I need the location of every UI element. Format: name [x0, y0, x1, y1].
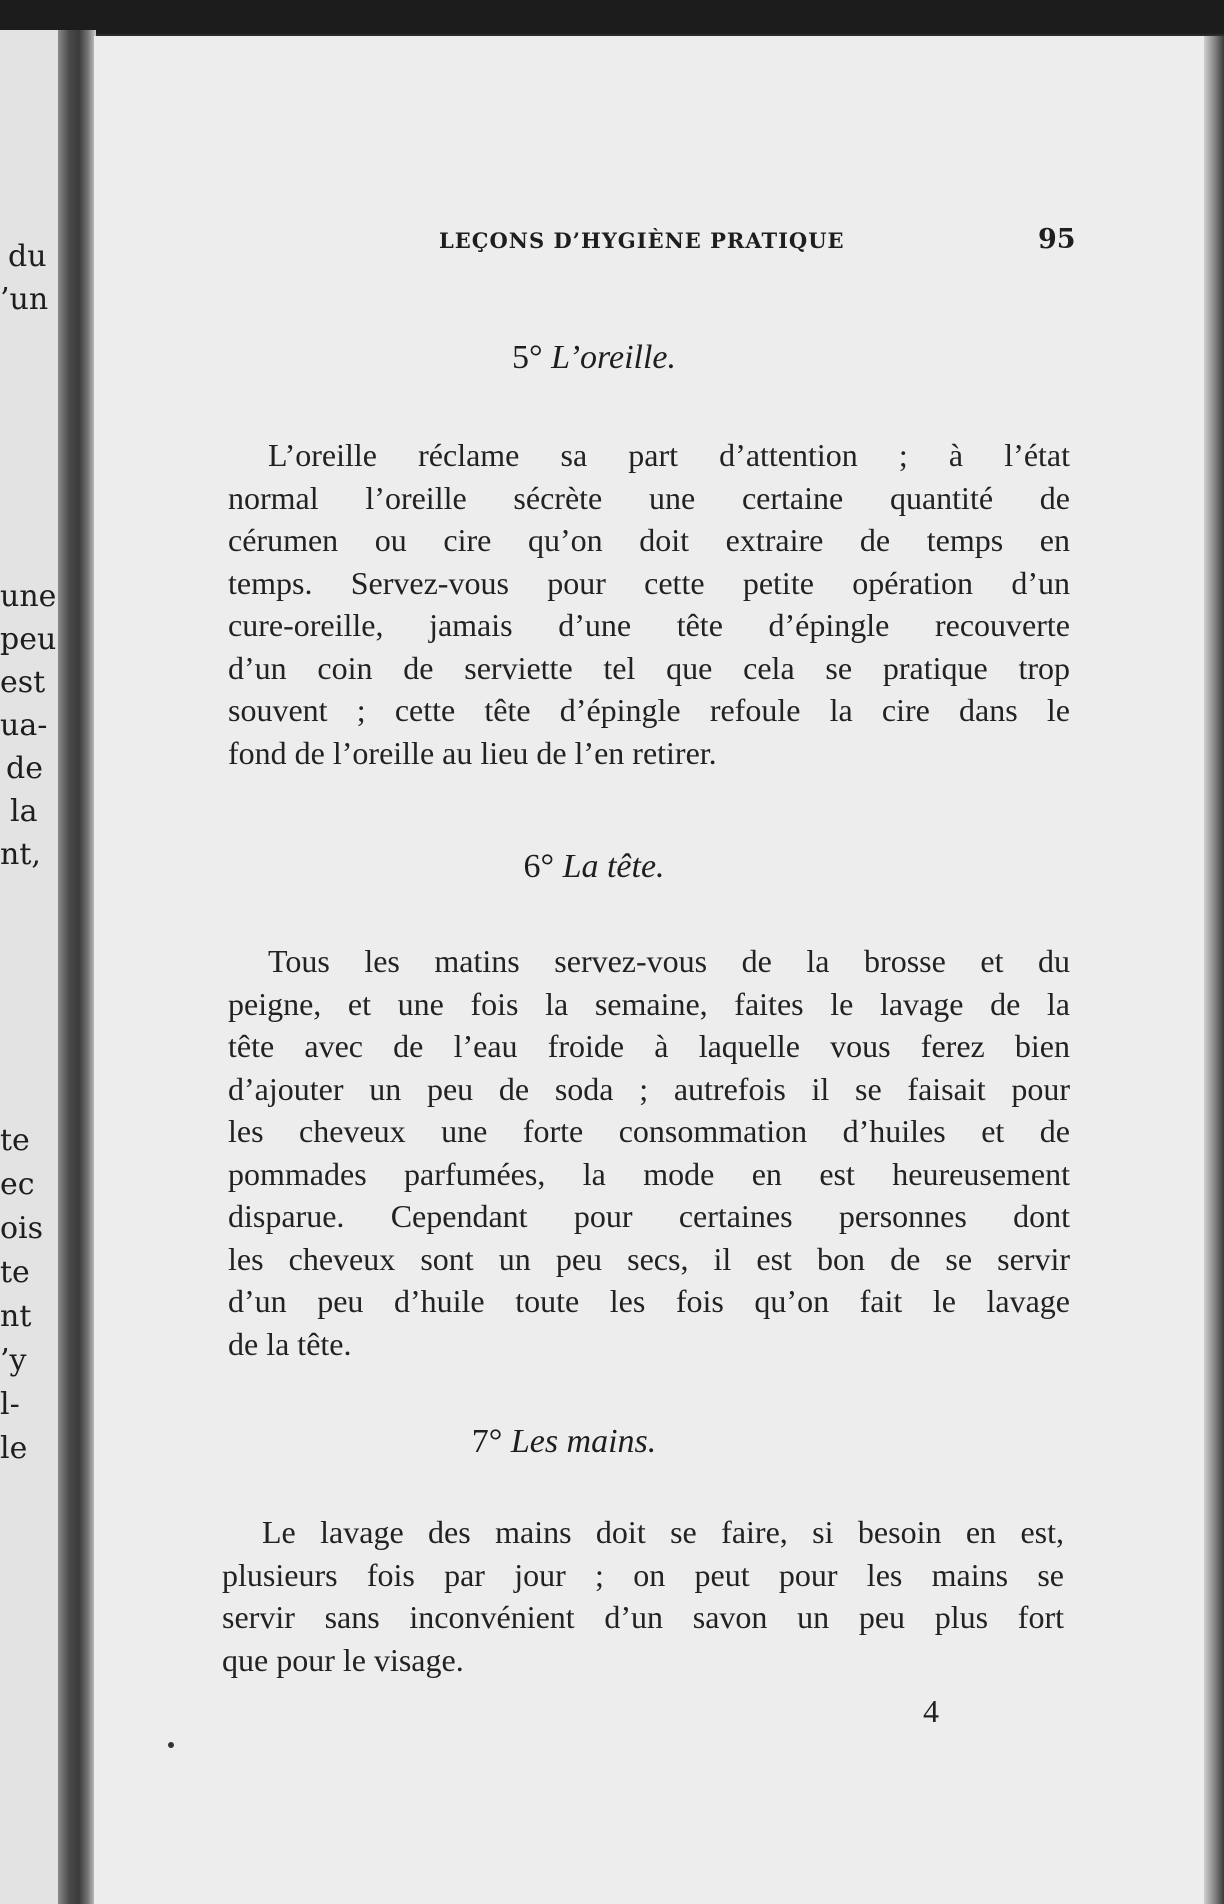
section-number: 6° — [523, 848, 555, 885]
text-line: disparue. Cependant pour certaines personnes dont — [228, 1198, 1070, 1234]
text-line: pommades parfumées, la mode en est heureusement — [228, 1155, 1070, 1192]
text-line: d’un coin de serviette tel que cela se pratique trop — [228, 649, 1070, 686]
left-fragment: nt, — [0, 837, 41, 872]
scan-top-border — [0, 0, 1224, 34]
text-line: servir sans inconvénient d’un savon un peu plus fort — [222, 1599, 1064, 1635]
left-fragment: ’un — [0, 282, 49, 317]
text-line: les cheveux une forte consommation d’huiles et de — [228, 1113, 1070, 1149]
section-heading — [94, 848, 1094, 886]
text-line: fond de l’oreille au lieu de l’en retirer. — [228, 734, 717, 771]
left-fragment: nt — [0, 1299, 32, 1334]
section-heading — [94, 339, 1094, 377]
text-line: peigne, et une fois la semaine, faites le lavage de la — [228, 985, 1070, 1022]
text-line: plusieurs fois par jour ; on peut pour les mains se — [222, 1556, 1064, 1593]
text-line: d’ajouter un peu de soda ; autrefois il se faisait pour — [228, 1070, 1070, 1107]
left-fragment: le — [0, 1431, 28, 1466]
section-heading — [64, 1423, 1064, 1461]
text-line: Le lavage des mains doit se faire, si besoin en est, — [262, 1514, 1064, 1550]
left-fragment: peu — [0, 622, 57, 657]
left-fragment: une — [0, 579, 57, 614]
page-number: 95 — [1038, 224, 1076, 255]
left-fragment: ois — [0, 1211, 44, 1246]
left-fragment: l- — [0, 1387, 20, 1422]
left-fragment: la — [10, 794, 38, 829]
section-number: 7° — [471, 1423, 503, 1460]
left-fragment: est — [0, 665, 46, 700]
signature-mark: 4 — [923, 1693, 939, 1729]
text-line: temps. Servez-vous pour cette petite opération d’un — [228, 564, 1070, 601]
section-title: La tête. — [562, 848, 665, 885]
text-line: cérumen ou cire qu’on doit extraire de temps en — [228, 522, 1070, 558]
text-line: Tous les matins servez-vous de la brosse et du — [268, 943, 1070, 979]
left-fragment: ec — [0, 1167, 35, 1202]
section-number: 5° — [511, 339, 543, 376]
left-fragment: te — [0, 1255, 30, 1290]
running-title: LEÇONS D’HYGIÈNE PRATIQUE — [439, 228, 845, 253]
text-line: d’un peu d’huile toute les fois qu’on fait le lavage — [228, 1283, 1070, 1319]
left-fragment: du — [8, 239, 47, 274]
left-fragment: te — [0, 1123, 30, 1158]
text-line: souvent ; cette tête d’épingle refoule la cire dans le — [228, 692, 1070, 728]
left-fragment: ’y — [0, 1343, 27, 1378]
paragraph — [228, 940, 1070, 1365]
ink-speck — [168, 1742, 174, 1748]
text-line: normal l’oreille sécrète une certaine quantité de — [228, 479, 1070, 516]
text-line: les cheveux sont un peu secs, il est bon de se servir — [228, 1240, 1070, 1277]
paragraph — [228, 434, 1070, 774]
book-page — [94, 36, 1210, 1904]
paragraph — [222, 1511, 1064, 1681]
book-binding — [58, 30, 96, 1904]
text-line: de la tête. — [228, 1325, 352, 1362]
text-line: cure-oreille, jamais d’une tête d’épingle recouverte — [228, 607, 1070, 643]
text-line: tête avec de l’eau froide à laquelle vous ferez bien — [228, 1028, 1070, 1064]
text-line: L’oreille réclame sa part d’attention ; à l’état — [268, 437, 1070, 473]
page-edge-shadow — [1204, 36, 1224, 1904]
left-fragment: de — [6, 751, 43, 786]
section-title: Les mains. — [510, 1423, 657, 1460]
text-line: que pour le visage. — [222, 1641, 464, 1678]
left-fragment: ua- — [0, 708, 48, 743]
section-title: L’oreille. — [551, 339, 677, 376]
